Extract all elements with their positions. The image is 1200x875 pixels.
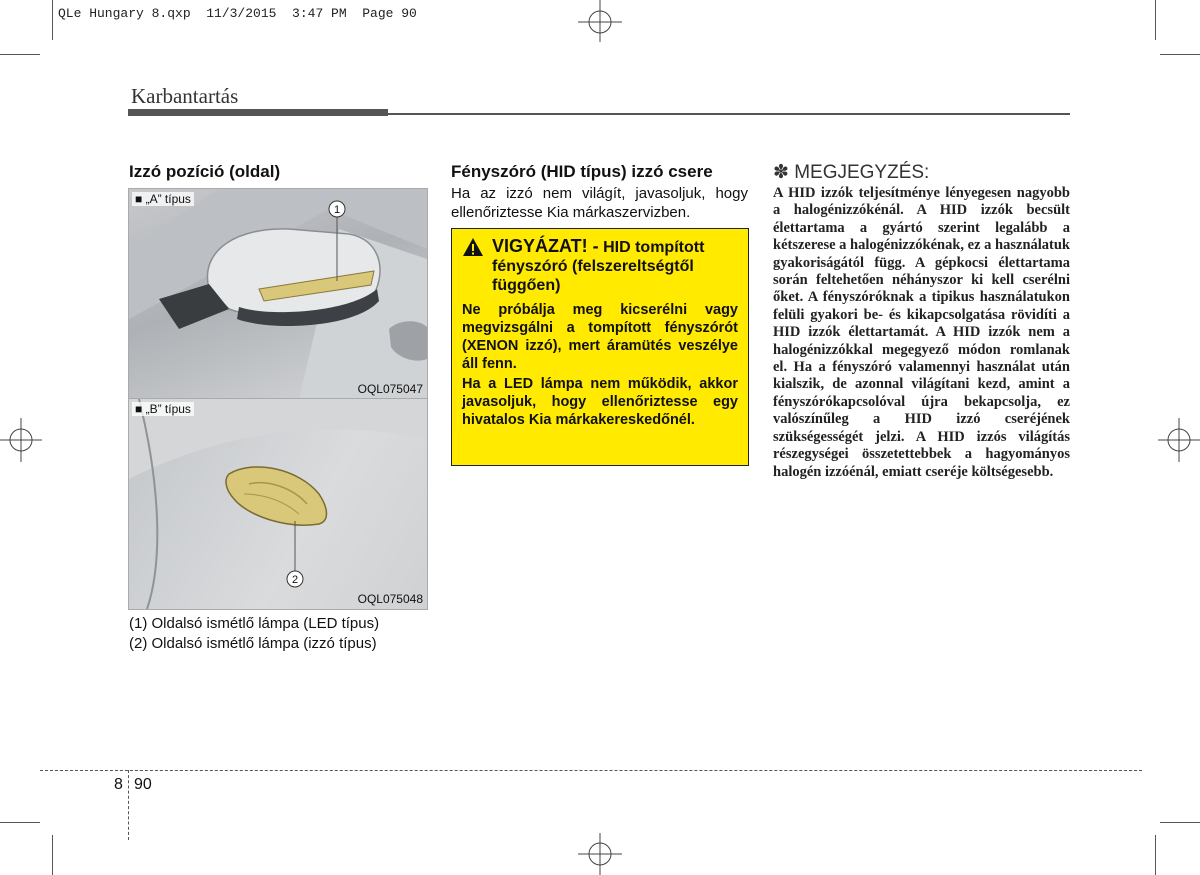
registration-mark-top-icon: [575, 0, 625, 42]
registration-mark-right-icon: [1158, 415, 1200, 465]
warning-body: [462, 301, 738, 429]
side-repeater-illustration-icon: [129, 399, 427, 609]
warning-title-subject: HID tompított fényszóró (felszereltségtől függően): [492, 239, 705, 294]
warning-box: [451, 228, 749, 466]
crop-mark: [52, 0, 53, 40]
bulb-position-heading: Izzó pozíció (oldal): [129, 162, 281, 181]
side-mirror-illustration-icon: [129, 189, 427, 399]
caption-led-type: (1) Oldalsó ismétlő lámpa (LED típus): [129, 615, 380, 632]
figure-a-type-label: ■ „A” típus: [132, 192, 194, 206]
registration-mark-left-icon: [0, 415, 42, 465]
section-rule-thin: [388, 113, 1070, 115]
warning-triangle-icon: [462, 237, 484, 257]
warning-title: [462, 237, 738, 295]
footer-vertical-divider: [128, 770, 129, 840]
note-heading: ✽ MEGJEGYZÉS:: [773, 162, 930, 183]
crop-mark: [52, 835, 53, 875]
crop-mark: [1160, 54, 1200, 55]
callout-2-text: 2: [291, 574, 299, 586]
crop-mark: [0, 822, 40, 823]
crop-mark: [1160, 822, 1200, 823]
figure-b-code: OQL075048: [357, 592, 423, 606]
note-text: A HID izzók teljesítménye lényegesen nagyobb a halogénizzókénál. A HID izzók becsült élettartama a gyártó szerint legalább a kétszerese a halogénizzókénak, ez a használatuk gyakoriságától függ. A gépkocsi élettartama során feltehetően néhányszor ki kell cserélni őket. A fényszóróknak a tipikus használatukon felüli gyakori be- és kikapcsolgatása rövidíti a HID izzók élettartamát. A HID izzók nem a halogénizzókkal megegyező módon romlanak el. Ha a fényszóró valamennyi használat után kialszik, de azonnal világítani kezd, amint a fényszórókapcsolóval újra bekapcsolja, ez valószínűleg a HID izzó cseréjének szükségességét jelzi. A HID izzós világítás részegységei összetettebbek a hagyományos halogén izzóénál, emiatt cseréje költségesebb.: [773, 185, 1070, 480]
figure-b-side-repeater: [128, 398, 428, 610]
warning-title-caution: VIGYÁZAT! -: [492, 236, 599, 256]
footer-divider: [40, 770, 1142, 771]
figure-a-side-mirror: [128, 188, 428, 400]
hid-replacement-text: Ha az izzó nem világít, javasoljuk, hogy ellenőriztesse Kia márkaszervizben.: [451, 185, 748, 221]
registration-mark-bottom-icon: [575, 833, 625, 875]
warning-paragraph-xenon: Ne próbálja meg kicserélni vagy megvizsgálni a tompított fényszórót (XENON izzó), mert áramütés veszélye áll fenn.: [462, 302, 738, 372]
crop-mark: [1155, 0, 1156, 40]
page-number: 90: [134, 776, 152, 793]
section-title: Karbantartás: [131, 84, 239, 108]
crop-mark: [0, 54, 40, 55]
section-rule-thick: [128, 109, 388, 116]
figure-a-code: OQL075047: [357, 382, 423, 396]
figure-b-type-label: ■ „B” típus: [132, 402, 194, 416]
warning-paragraph-led: Ha a LED lámpa nem működik, akkor javasoljuk, hogy ellenőriztesse egy hivatalos Kia márkakereskedőnél.: [462, 376, 738, 428]
callout-1-text: 1: [333, 204, 341, 216]
print-header: QLe Hungary 8.qxp 11/3/2015 3:47 PM Page 90: [58, 6, 417, 21]
crop-mark: [1155, 835, 1156, 875]
chapter-number: 8: [114, 776, 123, 793]
hid-replacement-heading: Fényszóró (HID típus) izzó csere: [451, 162, 713, 181]
caption-bulb-type: (2) Oldalsó ismétlő lámpa (izzó típus): [129, 635, 377, 652]
